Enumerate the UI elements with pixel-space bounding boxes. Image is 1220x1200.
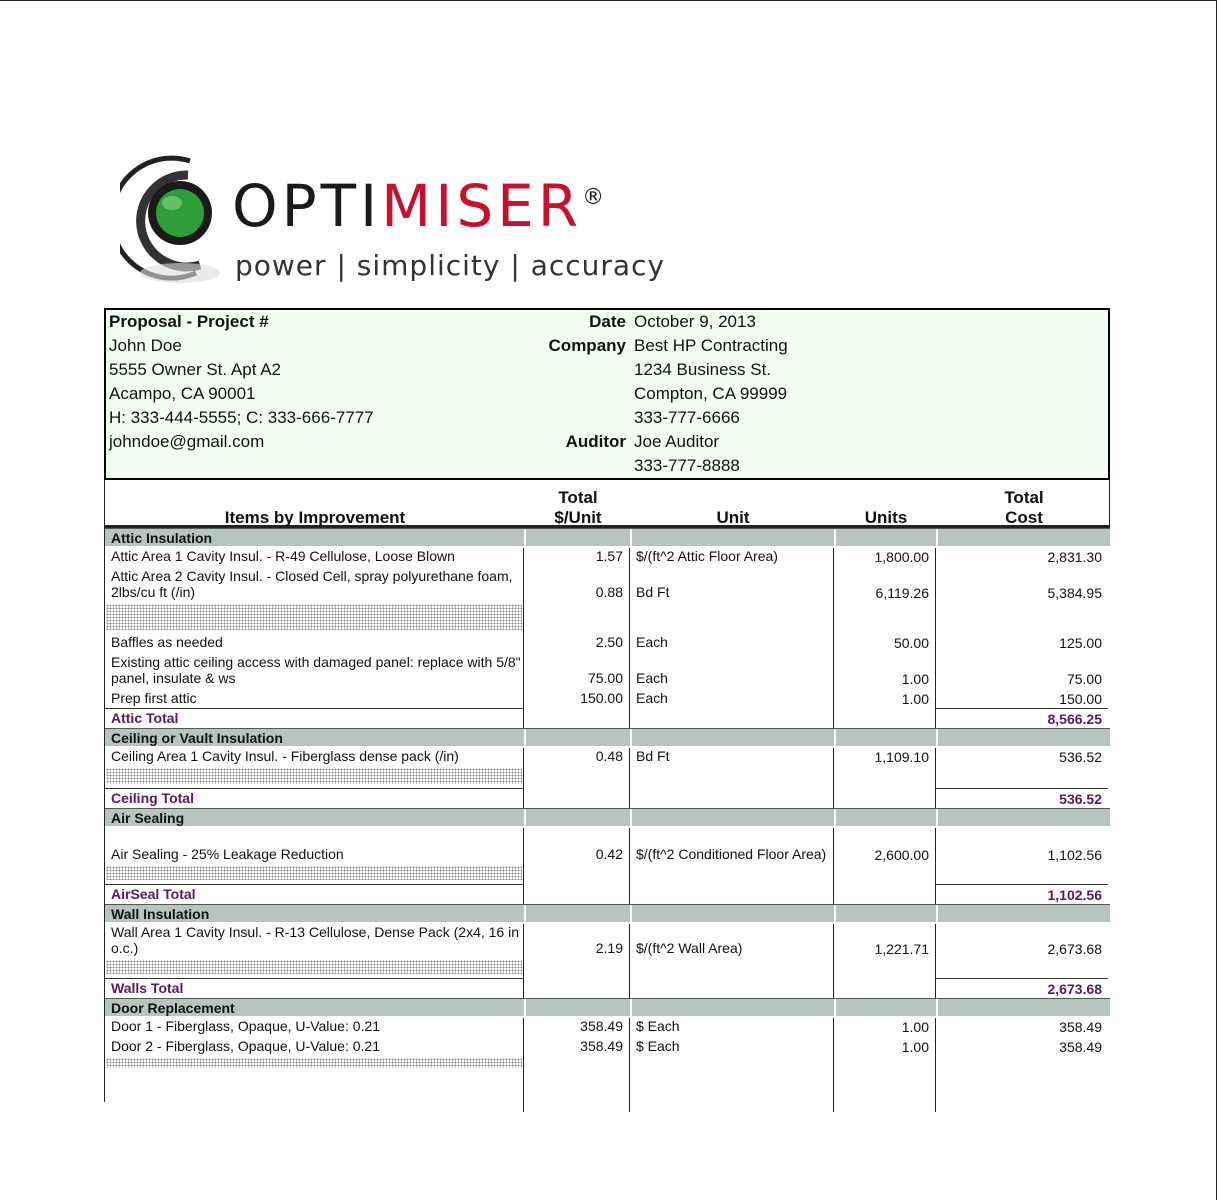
item-cost: 536.52 bbox=[1059, 749, 1102, 765]
table-left-border bbox=[104, 528, 105, 1102]
section-title: Ceiling or Vault Insulation bbox=[111, 730, 283, 746]
column-divider bbox=[833, 748, 834, 808]
item-price: 75.00 bbox=[587, 670, 623, 686]
item-unit: $/(ft^2 Conditioned Floor Area) bbox=[636, 846, 827, 862]
item-units: 1,221.71 bbox=[874, 941, 929, 957]
item-units: 2,600.00 bbox=[874, 847, 929, 863]
section-gap bbox=[524, 529, 526, 547]
col-header-total-cost bbox=[937, 488, 1111, 533]
company-name: Best HP Contracting bbox=[634, 336, 788, 355]
item-cost: 150.00 bbox=[1059, 691, 1102, 707]
section-title: Attic Insulation bbox=[111, 530, 213, 546]
company-phone: 333-777-6666 bbox=[634, 408, 740, 427]
section-gap bbox=[630, 729, 632, 747]
column-divider bbox=[523, 548, 524, 728]
item-description: Wall Area 1 Cavity Insul. - R-13 Cellulose, Dense Pack (2x4, 16 in o.c.) bbox=[111, 924, 519, 956]
section-title: Wall Insulation bbox=[111, 906, 210, 922]
proposal-header bbox=[104, 308, 1110, 480]
item-unit: Each bbox=[636, 690, 668, 706]
item-price: 0.88 bbox=[595, 584, 623, 600]
item-cost: 125.00 bbox=[1059, 635, 1102, 651]
item-units: 50.00 bbox=[893, 635, 929, 651]
auditor-label: Auditor bbox=[565, 432, 626, 451]
item-units: 1.00 bbox=[901, 671, 929, 687]
col-header-unit-cost-line2: $/Unit bbox=[554, 508, 602, 527]
item-cost: 75.00 bbox=[1066, 671, 1102, 687]
item-price: 358.49 bbox=[580, 1018, 623, 1034]
column-divider bbox=[629, 924, 630, 998]
item-price: 2.19 bbox=[595, 940, 623, 956]
column-divider bbox=[629, 828, 630, 904]
logo-word-part2: MISER bbox=[381, 172, 583, 240]
hatched-spacer bbox=[106, 866, 522, 880]
col-header-items: Items by Improvement bbox=[224, 508, 406, 527]
item-cost: 1,102.56 bbox=[1047, 847, 1102, 863]
section-gap bbox=[630, 905, 632, 923]
item-description: Door 2 - Fiberglass, Opaque, U-Value: 0.21 bbox=[111, 1038, 380, 1054]
section-gap bbox=[524, 729, 526, 747]
proposal-title: Proposal - Project # bbox=[109, 312, 269, 331]
item-price: 0.48 bbox=[595, 748, 623, 764]
item-cost: 2,673.68 bbox=[1047, 941, 1102, 957]
item-cost: 2,831.30 bbox=[1047, 549, 1102, 565]
date-value: October 9, 2013 bbox=[634, 312, 756, 331]
registered-mark: ® bbox=[582, 185, 609, 210]
cost-table bbox=[104, 480, 1110, 1080]
item-unit: $ Each bbox=[636, 1018, 680, 1034]
section-total-value: 1,102.56 bbox=[936, 884, 1108, 902]
item-unit: $/(ft^2 Attic Floor Area) bbox=[636, 548, 778, 564]
column-divider bbox=[833, 548, 834, 728]
item-units: 1.00 bbox=[901, 691, 929, 707]
column-divider bbox=[935, 1018, 936, 1112]
section-header bbox=[104, 904, 1110, 922]
item-units: 1.00 bbox=[901, 1019, 929, 1035]
section-gap bbox=[936, 999, 938, 1017]
client-address-line1: 5555 Owner St. Apt A2 bbox=[109, 360, 282, 379]
section-total-value: 536.52 bbox=[936, 788, 1108, 806]
item-units: 1.00 bbox=[901, 1039, 929, 1055]
section-gap bbox=[936, 729, 938, 747]
client-name: John Doe bbox=[109, 336, 182, 355]
column-divider bbox=[833, 1018, 834, 1112]
section-total-label: AirSeal Total bbox=[104, 884, 524, 902]
item-description: Existing attic ceiling access with damaged panel: replace with 5/8" panel, insulate & ws bbox=[111, 654, 521, 686]
column-divider bbox=[935, 548, 936, 728]
section-header bbox=[104, 728, 1110, 746]
section-gap bbox=[936, 809, 938, 827]
section-title: Air Sealing bbox=[111, 810, 185, 826]
column-divider bbox=[833, 924, 834, 998]
section-gap bbox=[524, 905, 526, 923]
column-divider bbox=[833, 828, 834, 904]
column-divider bbox=[523, 1018, 524, 1112]
item-cost: 358.49 bbox=[1059, 1019, 1102, 1035]
auditor-name: Joe Auditor bbox=[634, 432, 720, 451]
section-gap bbox=[834, 905, 836, 923]
section-gap bbox=[936, 529, 938, 547]
section-header bbox=[104, 528, 1110, 546]
item-units: 1,109.10 bbox=[874, 749, 929, 765]
col-header-units: Units bbox=[864, 508, 908, 527]
section-gap bbox=[524, 809, 526, 827]
item-unit: $ Each bbox=[636, 1038, 680, 1054]
item-cost: 5,384.95 bbox=[1047, 585, 1102, 601]
item-units: 1,800.00 bbox=[874, 549, 929, 565]
item-description: Prep first attic bbox=[111, 690, 197, 706]
item-description: Attic Area 2 Cavity Insul. - Closed Cell, spray polyurethane foam, 2lbs/cu ft (/in) bbox=[111, 568, 513, 600]
item-price: 1.57 bbox=[595, 548, 623, 564]
hatched-spacer bbox=[106, 1058, 522, 1068]
item-unit: Each bbox=[636, 670, 668, 686]
item-unit: Each bbox=[636, 634, 668, 650]
company-label: Company bbox=[548, 336, 626, 355]
col-header-unit-cost-line1: Total bbox=[558, 488, 598, 507]
section-total-label: Attic Total bbox=[104, 708, 524, 726]
section-gap bbox=[834, 999, 836, 1017]
item-unit: $/(ft^2 Wall Area) bbox=[636, 940, 743, 956]
optimiser-mark-icon bbox=[120, 155, 240, 295]
item-price: 150.00 bbox=[580, 690, 623, 706]
date-label: Date bbox=[589, 312, 626, 331]
item-price: 2.50 bbox=[595, 634, 623, 650]
client-email: johndoe@gmail.com bbox=[109, 432, 265, 451]
column-divider bbox=[629, 1018, 630, 1112]
logo-word-part1: OPTI bbox=[232, 172, 382, 240]
section-total-value: 2,673.68 bbox=[936, 978, 1108, 996]
item-description: Baffles as needed bbox=[111, 634, 223, 650]
section-total-value: 8,566.25 bbox=[936, 708, 1108, 726]
item-price: 0.42 bbox=[595, 846, 623, 862]
item-description: Attic Area 1 Cavity Insul. - R-49 Cellulose, Loose Blown bbox=[111, 548, 455, 564]
item-description: Air Sealing - 25% Leakage Reduction bbox=[111, 846, 344, 862]
section-title: Door Replacement bbox=[111, 1000, 235, 1016]
logo-tagline: power | simplicity | accuracy bbox=[235, 249, 666, 282]
logo-wordmark bbox=[232, 172, 609, 240]
section-gap bbox=[524, 999, 526, 1017]
section-gap bbox=[834, 529, 836, 547]
col-header-total-cost-line1: Total bbox=[1004, 488, 1044, 507]
hatched-spacer bbox=[106, 768, 522, 784]
hatched-spacer bbox=[106, 960, 522, 974]
item-description: Ceiling Area 1 Cavity Insul. - Fiberglass dense pack (/in) bbox=[111, 748, 459, 764]
auditor-phone: 333-777-8888 bbox=[634, 456, 740, 475]
item-price: 358.49 bbox=[580, 1038, 623, 1054]
section-gap bbox=[834, 729, 836, 747]
col-header-unit: Unit bbox=[716, 508, 750, 527]
section-gap bbox=[834, 809, 836, 827]
section-total-label: Ceiling Total bbox=[104, 788, 524, 806]
section-gap bbox=[630, 529, 632, 547]
item-cost: 358.49 bbox=[1059, 1039, 1102, 1055]
section-gap bbox=[936, 905, 938, 923]
column-divider bbox=[629, 548, 630, 728]
section-header bbox=[104, 808, 1110, 826]
section-gap bbox=[630, 809, 632, 827]
item-units: 6,119.26 bbox=[875, 585, 929, 601]
company-address-line2: Compton, CA 99999 bbox=[634, 384, 788, 403]
hatched-spacer bbox=[106, 604, 522, 630]
section-gap bbox=[630, 999, 632, 1017]
column-divider bbox=[629, 748, 630, 808]
client-address-line2: Acampo, CA 90001 bbox=[109, 384, 256, 403]
client-phone: H: 333-444-5555; C: 333-666-7777 bbox=[109, 408, 374, 427]
section-total-label: Walls Total bbox=[104, 978, 524, 996]
column-header-row bbox=[104, 480, 1110, 528]
item-unit: Bd Ft bbox=[636, 748, 670, 764]
item-unit: Bd Ft bbox=[636, 584, 670, 600]
col-header-unit-cost bbox=[525, 488, 631, 533]
company-address-line1: 1234 Business St. bbox=[634, 360, 772, 379]
optimiser-logo bbox=[120, 155, 720, 295]
col-header-total-cost-line2: Cost bbox=[1005, 508, 1043, 527]
section-header bbox=[104, 998, 1110, 1016]
item-description: Door 1 - Fiberglass, Opaque, U-Value: 0.21 bbox=[111, 1018, 380, 1034]
